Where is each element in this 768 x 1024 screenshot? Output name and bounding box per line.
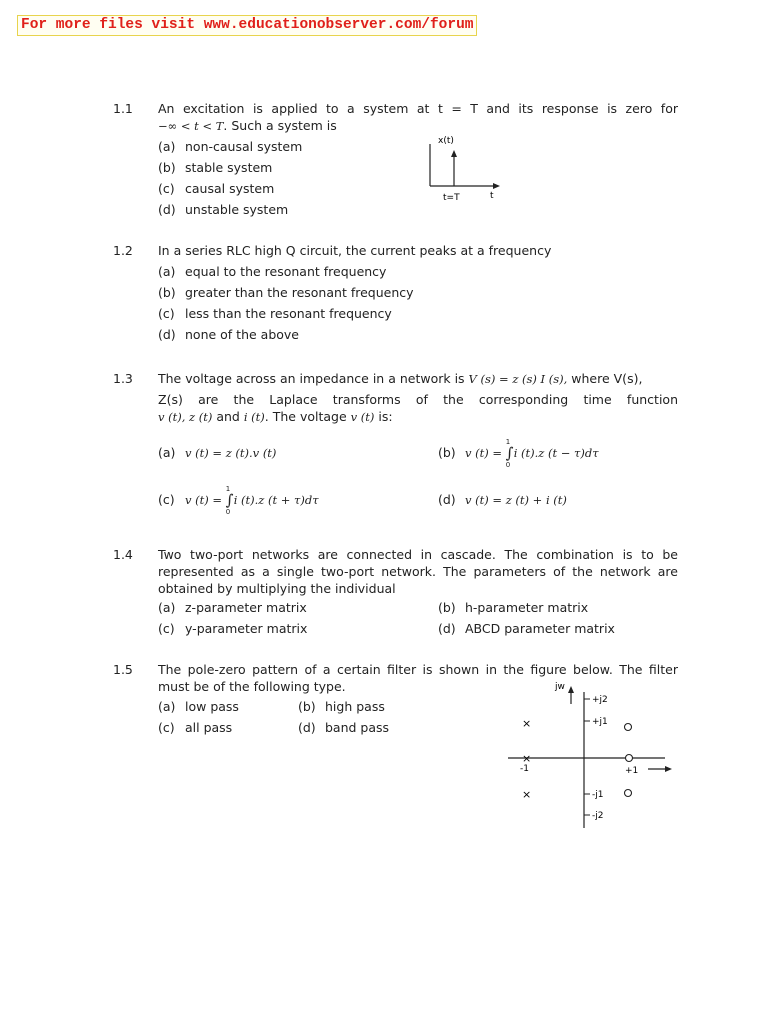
pole-marker: × <box>522 717 532 730</box>
option-a[interactable]: (a) non-causal system <box>158 139 303 154</box>
question-1-2 <box>113 242 678 342</box>
question-stem-line1: The voltage across an impedance in a network is V (s) = z (s) I (s), where V(s), <box>158 371 643 386</box>
option-d[interactable]: (d) none of the above <box>158 327 299 342</box>
step-label: t=T <box>443 193 460 203</box>
real-neg-label: -1 <box>520 764 529 774</box>
xt-label: x(t) <box>438 136 454 146</box>
option-a[interactable]: (a) low pass <box>158 699 239 714</box>
tick-label: -j1 <box>592 790 604 800</box>
question-stem-line1: The pole-zero pattern of a certain filter is shown in the figure below. The filter <box>158 662 678 677</box>
option-b[interactable]: (b) high pass <box>298 699 385 714</box>
step-signal-figure <box>420 130 510 205</box>
question-number: 1.2 <box>113 243 133 258</box>
question-stem-line2: Z(s) are the Laplace transforms of the corresponding time function <box>158 392 678 407</box>
zero-marker <box>625 724 632 731</box>
option-a[interactable]: (a) z-parameter matrix <box>158 600 307 615</box>
question-stem-line2: −∞ < t < T. Such a system is <box>158 118 337 133</box>
option-c[interactable]: (c) v (t) = ∫ 1 0 i (t).z (t + τ)dτ <box>158 485 319 516</box>
t-label: t <box>490 191 494 201</box>
option-c[interactable]: (c) y-parameter matrix <box>158 621 308 636</box>
question-stem: In a series RLC high Q circuit, the current peaks at a frequency <box>158 243 552 258</box>
source-banner: For more files visit www.educationobserver.com/forum <box>17 15 477 36</box>
imag-axis-arrow <box>568 686 574 693</box>
integral-sign-icon: ∫ <box>505 444 514 462</box>
pole-marker: × <box>522 788 532 801</box>
question-body <box>158 242 678 342</box>
question-number: 1.1 <box>113 101 133 116</box>
real-axis-arrow <box>665 766 672 772</box>
tick-label: +j2 <box>592 695 608 705</box>
real-pos-label: +1 <box>625 766 639 776</box>
jw-label: jw <box>555 682 565 692</box>
question-1-1 <box>113 100 678 220</box>
question-number: 1.5 <box>113 662 133 677</box>
option-b[interactable]: (b) h-parameter matrix <box>438 600 589 615</box>
pole-zero-figure <box>500 678 680 833</box>
option-b[interactable]: (b) stable system <box>158 160 273 175</box>
integral: ∫ 1 0 <box>505 438 514 469</box>
tick-label: -j2 <box>592 811 604 821</box>
question-stem-line3: v (t), z (t) and i (t). The voltage v (t) is: <box>158 409 393 424</box>
option-d[interactable]: (d) v (t) = z (t) + i (t) <box>438 492 567 507</box>
option-c[interactable]: (c) all pass <box>158 720 233 735</box>
integral-sign-icon: ∫ <box>225 491 234 509</box>
option-d[interactable]: (d) ABCD parameter matrix <box>438 621 615 636</box>
question-1-3 <box>113 370 678 520</box>
option-a[interactable]: (a) v (t) = z (t).v (t) <box>158 445 277 460</box>
question-number: 1.4 <box>113 547 133 562</box>
x-axis-arrow <box>493 183 500 189</box>
option-b[interactable]: (b) v (t) = ∫ 1 0 i (t).z (t − τ)dτ <box>438 438 599 469</box>
zero-marker <box>626 755 633 762</box>
question-stem: An excitation is applied to a system at t = T and its response is zero for <box>158 101 678 116</box>
integral: ∫ 1 0 <box>225 485 234 516</box>
option-d[interactable]: (d) unstable system <box>158 202 289 217</box>
step-arrow <box>451 150 457 157</box>
pole-marker: × <box>522 752 532 765</box>
inequality: −∞ < t < T <box>158 119 224 133</box>
question-number: 1.3 <box>113 371 133 386</box>
option-d[interactable]: (d) band pass <box>298 720 390 735</box>
tick-label: +j1 <box>592 717 608 727</box>
question-body <box>158 546 678 636</box>
zero-marker <box>625 790 632 797</box>
option-c[interactable]: (c) less than the resonant frequency <box>158 306 392 321</box>
option-c[interactable]: (c) causal system <box>158 181 275 196</box>
question-1-4 <box>113 546 678 641</box>
question-stem-line2: must be of the following type. <box>158 679 346 694</box>
question-body <box>158 370 678 516</box>
option-b[interactable]: (b) greater than the resonant frequency <box>158 285 414 300</box>
option-a[interactable]: (a) equal to the resonant frequency <box>158 264 387 279</box>
question-stem: Two two-port networks are connected in cascade. The combination is to be represented as a single two-port network. The parameters of the network are obtained by multiplying the individual <box>158 547 678 596</box>
